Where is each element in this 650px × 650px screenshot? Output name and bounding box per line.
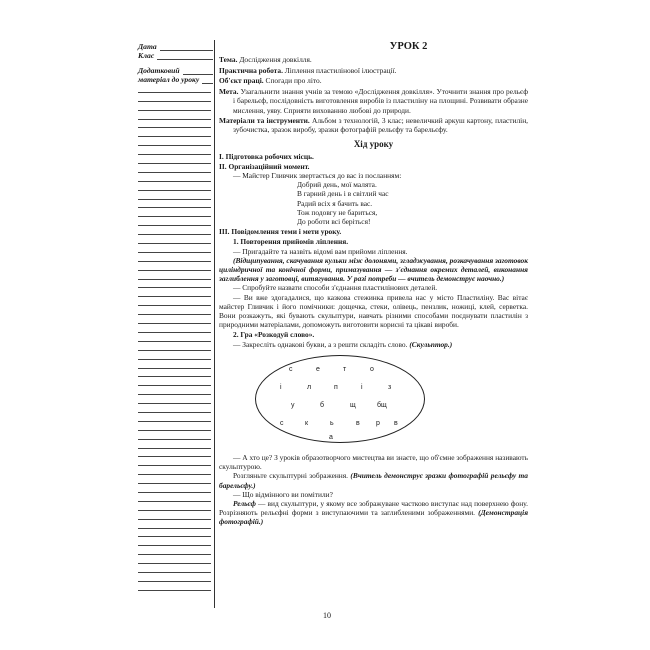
extra-material-label-2: матеріал до уроку [138, 75, 213, 84]
margin-note-line[interactable] [138, 93, 211, 102]
margin-note-line[interactable] [138, 360, 211, 369]
margin-note-line[interactable] [138, 529, 211, 538]
margin-note-line[interactable] [138, 475, 211, 484]
margin-note-line[interactable] [138, 137, 211, 146]
margin-note-line[interactable] [138, 395, 211, 404]
margin-note-line[interactable] [138, 200, 211, 209]
margin-note-line[interactable] [138, 555, 211, 564]
margin-note-line[interactable] [138, 128, 211, 137]
margin-note-line[interactable] [138, 120, 211, 129]
margin-note-line[interactable] [138, 440, 211, 449]
margin-note-line[interactable] [138, 182, 211, 191]
margin-note-line[interactable] [138, 404, 211, 413]
margin-note-line[interactable] [138, 288, 211, 297]
puzzle-letter[interactable]: щ [350, 401, 356, 409]
margin-note-line[interactable] [138, 413, 211, 422]
subsection-1-try: — Спробуйте назвати способи з'єднання пластилінових деталей. [233, 283, 438, 293]
margin-note-line[interactable] [138, 466, 211, 475]
margin-note-line[interactable] [138, 235, 211, 244]
lesson-title: УРОК 2 [389, 41, 428, 52]
puzzle-letter[interactable]: л [307, 383, 312, 391]
margin-note-line[interactable] [138, 315, 211, 324]
lesson-content [219, 40, 528, 527]
puzzle-letter[interactable]: б [320, 401, 325, 409]
puzzle-letter[interactable]: о [370, 365, 374, 373]
margin-note-line[interactable] [138, 582, 211, 591]
margin-note-line[interactable] [138, 217, 211, 226]
margin-note-line[interactable] [138, 191, 211, 200]
goal-row: Мета. Узагальнити знання учнів за темою «Дослідження довкілля». Уточнити знання про рельєф і барельєф, послідовність виготовлення виробів із пластиліну на площині. Розвивати образне мислення, уяву. Сприяти вихованню любові до природи. [219, 87, 528, 115]
page-number: 10 [323, 611, 331, 620]
relief-definition: Рельєф — вид скульптури, у якому все зображуване частково виступає над поверхнею фону. Розрізняють рельєфні форми з виступаючими та заглибленими зображеннями. (Демонстрація фотографій.) [219, 498, 529, 527]
margin-note-line[interactable] [138, 573, 211, 582]
margin-note-line[interactable] [138, 493, 211, 502]
section-2: II. Організаційний момент. [219, 161, 310, 171]
puzzle-letter[interactable]: с [289, 365, 293, 373]
question-who: — А хто це? З уроків образотворчого мистецтва ви знаєте, що об'ємне зображення називають скульптурою. [219, 452, 528, 472]
margin-note-line[interactable] [138, 511, 211, 520]
margin-note-line[interactable] [138, 377, 211, 386]
column-divider [214, 40, 215, 608]
margin-note-lines[interactable] [138, 84, 213, 591]
puzzle-letter[interactable]: і [280, 383, 282, 391]
margin-note-line[interactable] [138, 102, 211, 111]
puzzle-letter[interactable]: т [343, 365, 347, 373]
puzzle-letter[interactable]: бщ [377, 401, 387, 409]
puzzle-letter[interactable]: з [388, 383, 392, 391]
object-row: Об'єкт праці. Спогади про літо. [219, 76, 322, 86]
section-1: I. Підготовка робочих місць. [219, 151, 314, 161]
puzzle-letter[interactable]: е [316, 365, 320, 373]
subsection-1-answer: (Відщипування, скачування кульки між долонями, згладжування, розкачування заготовок циліндричної та конічної форми, примазування — з'єднання окремих деталей, виконання заглиблення у заготовці, витягування. У разі потреби — вчитель демонструє наочно.) [219, 255, 528, 284]
poem: Добрий день, мої малята. В гарний день і в світлий час Радий всіх я бачить вас. Тож подовгу не бариться, До роботи всі беріться! [297, 180, 389, 227]
consider-text: Розгляньте скульптурні зображення. (Вчитель демонструє зразки фотографій рельєфу та барельєфу.) [219, 471, 528, 490]
margin-note-line[interactable] [138, 253, 211, 262]
margin-note-line[interactable] [138, 564, 211, 573]
margin-note-line[interactable] [138, 244, 211, 253]
puzzle-letter[interactable]: п [334, 383, 338, 391]
margin-note-line[interactable] [138, 155, 211, 164]
margin-note-line[interactable] [138, 111, 211, 120]
puzzle-letter[interactable]: с [280, 419, 284, 427]
margin-note-line[interactable] [138, 280, 211, 289]
puzzle-letter[interactable]: в [394, 419, 398, 427]
margin-note-line[interactable] [138, 164, 211, 173]
margin-note-line[interactable] [138, 146, 211, 155]
margin-note-line[interactable] [138, 502, 211, 511]
margin-note-line[interactable] [138, 520, 211, 529]
puzzle-letter[interactable]: р [376, 419, 380, 427]
puzzle-letter[interactable]: ь [330, 419, 334, 427]
materials-row: Матеріали та інструменти. Альбом з технологій, 3 клас; невеличкий аркуш картону, пластилін, зубочистка, зразок виробу, зразки фотографій рельєфу та барельєфу. [219, 116, 529, 135]
margin-note-line[interactable] [138, 226, 211, 235]
subsection-1-question: — Пригадайте та назвіть відомі вам прийоми ліплення. [233, 246, 408, 256]
margin-note-line[interactable] [138, 546, 211, 555]
subsection-1-story: — Ви вже здогадалися, що казкова стежинка привела нас у місто Пластиліну. Вас вітає майстер Гливчик і його помічники: дощечка, стеки, олівець, пензлик, ножиці, клей, серветка. Вони розкажуть, які бувають скульптури, навчать різними способами поєднувати пластилін з природними матеріалами, допоможуть виготовити корисні та цікаві вироби. [219, 292, 528, 330]
margin-note-line[interactable] [138, 306, 211, 315]
margin-note-line[interactable] [138, 333, 211, 342]
date-field[interactable]: Дата [138, 42, 213, 51]
puzzle-letter[interactable]: к [305, 419, 309, 427]
puzzle-ellipse [255, 355, 425, 443]
class-field[interactable]: Клас [138, 51, 213, 60]
margin-note-line[interactable] [138, 386, 211, 395]
margin-note-line[interactable] [138, 342, 211, 351]
subsection-2-text: — Закресліть однакові букви, а з решти складіть слово. (Скульптор.) [233, 339, 453, 349]
letter-puzzle [219, 353, 528, 449]
margin-note-line[interactable] [138, 422, 211, 431]
question-difference: — Що відмінного ви помітили? [233, 489, 333, 499]
margin-notes-column [138, 40, 213, 620]
margin-note-line[interactable] [138, 484, 211, 493]
theme-row: Тема. Дослідження довкілля. [219, 55, 312, 64]
margin-note-line[interactable] [138, 173, 211, 182]
margin-note-line[interactable] [138, 262, 211, 271]
section-3: III. Повідомлення теми і мети уроку. [219, 227, 342, 237]
puzzle-letter[interactable]: а [329, 433, 333, 441]
practical-row: Практична робота. Ліплення пластилінової ілюстрації. [219, 65, 397, 75]
subsection-2: 2. Гра «Розкодуй слово». [233, 330, 315, 340]
extra-material-label: Додатковий [138, 66, 213, 75]
puzzle-letter[interactable]: у [291, 401, 295, 409]
course-heading: Хід уроку [353, 138, 394, 149]
subsection-1: 1. Повторення прийомів ліплення. [233, 237, 349, 247]
margin-note-line[interactable] [138, 449, 211, 458]
margin-note-line[interactable] [138, 431, 211, 440]
margin-note-line[interactable] [138, 84, 211, 93]
margin-note-line[interactable] [138, 351, 211, 360]
margin-note-line[interactable] [138, 208, 211, 217]
margin-note-line[interactable] [138, 324, 211, 333]
puzzle-letter[interactable]: в [356, 419, 360, 427]
margin-note-line[interactable] [138, 297, 211, 306]
margin-note-line[interactable] [138, 537, 211, 546]
puzzle-letter[interactable]: і [361, 383, 363, 391]
margin-note-line[interactable] [138, 271, 211, 280]
margin-note-line[interactable] [138, 369, 211, 378]
section-2-text: — Майстер Гливчик звертається до вас із посланням: [233, 171, 402, 181]
margin-note-line[interactable] [138, 457, 211, 466]
